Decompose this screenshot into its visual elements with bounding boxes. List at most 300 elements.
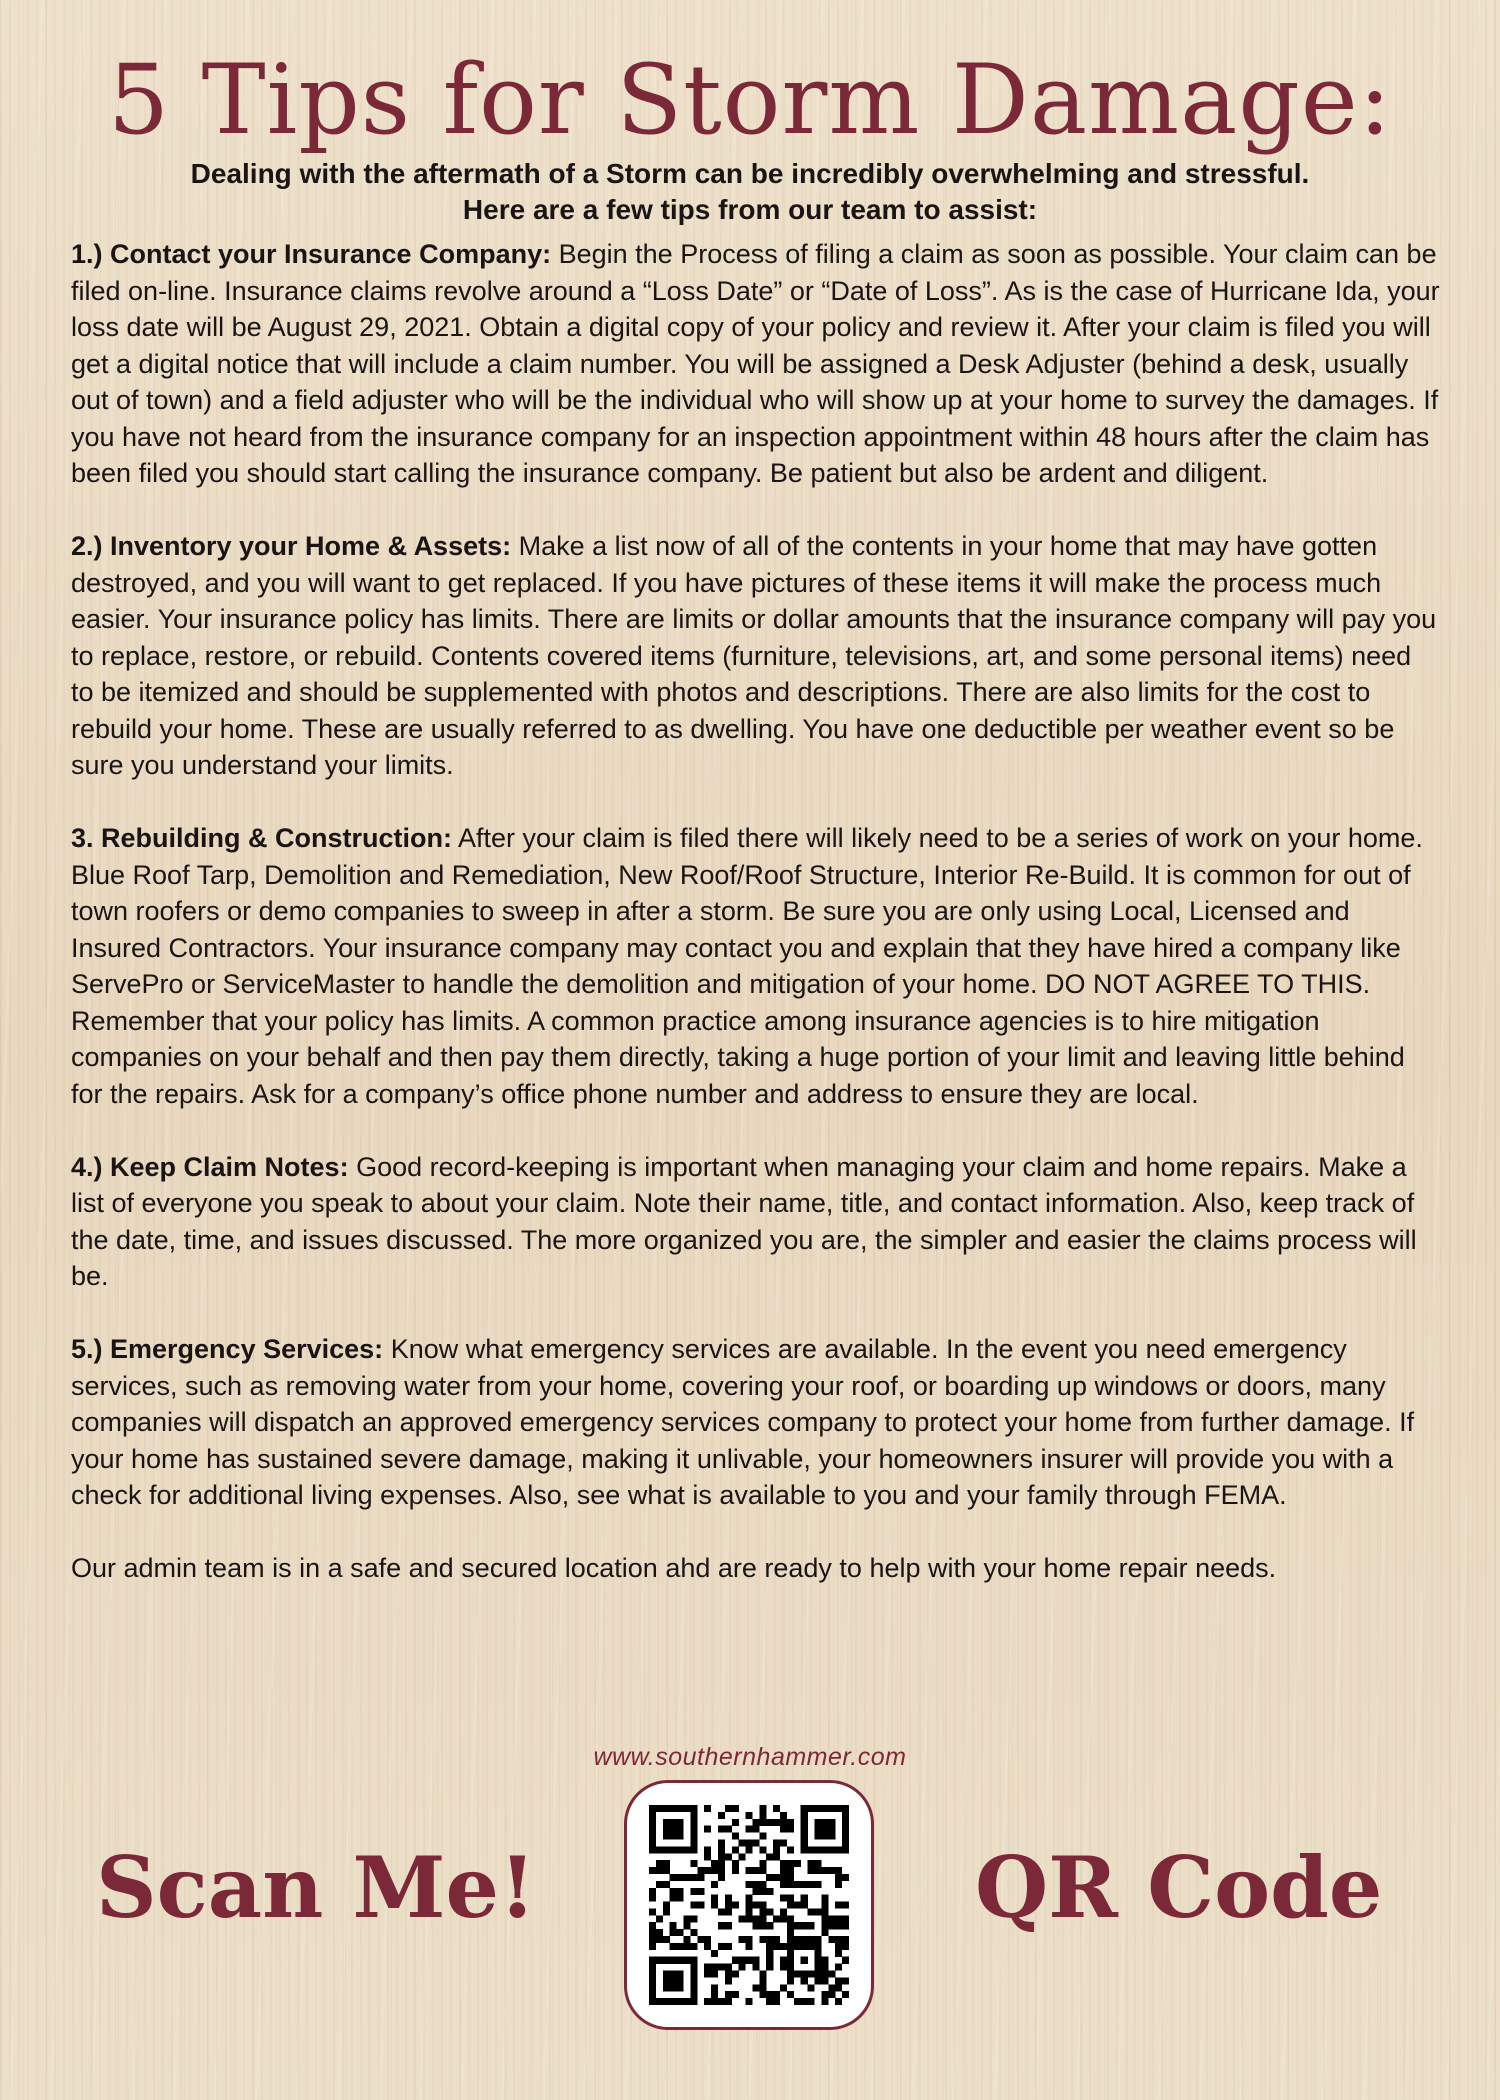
qr-module [690, 1839, 697, 1846]
qr-module [780, 1860, 787, 1867]
qr-module [759, 1902, 766, 1909]
qr-module [828, 1805, 835, 1812]
qr-module [842, 1977, 849, 1984]
qr-module [649, 1943, 656, 1950]
qr-module [815, 1819, 822, 1826]
qr-module [801, 1943, 808, 1950]
qr-module [835, 1805, 842, 1812]
tip-3-heading: 3. Rebuilding & Construction: [71, 823, 452, 853]
qr-module [704, 1964, 711, 1971]
qr-module [663, 1984, 670, 1991]
qr-module [704, 1867, 711, 1874]
qr-module [835, 1867, 842, 1874]
qr-module [690, 1977, 697, 1984]
qr-module [725, 1853, 732, 1860]
qr-module [649, 1812, 656, 1819]
qr-module [821, 1971, 828, 1978]
qr-module [835, 1881, 842, 1888]
qr-module [704, 1943, 711, 1950]
qr-module [649, 1936, 656, 1943]
qr-module [759, 1846, 766, 1853]
qr-code-label: QR Code [975, 1838, 1383, 1937]
qr-module [663, 1881, 670, 1888]
qr-module [663, 1819, 670, 1826]
qr-module [683, 1874, 690, 1881]
qr-module [746, 1902, 753, 1909]
qr-module [780, 1874, 787, 1881]
qr-module [821, 1957, 828, 1964]
qr-module [718, 1943, 725, 1950]
qr-module [794, 1936, 801, 1943]
qr-module [663, 1908, 670, 1915]
qr-module [759, 1867, 766, 1874]
qr-module [773, 1943, 780, 1950]
qr-module [780, 1881, 787, 1888]
qr-module [690, 1833, 697, 1840]
qr-module [821, 1998, 828, 2005]
qr-module [670, 1998, 677, 2005]
qr-module [663, 1826, 670, 1833]
qr-module [746, 1943, 753, 1950]
qr-module [794, 1881, 801, 1888]
qr-module [677, 1846, 684, 1853]
qr-module [794, 1860, 801, 1867]
qr-module [739, 1964, 746, 1971]
qr-module [752, 1964, 759, 1971]
qr-module [787, 1819, 794, 1826]
qr-module [690, 1888, 697, 1895]
qr-module [656, 1957, 663, 1964]
qr-module [842, 1991, 849, 1998]
qr-module [670, 1957, 677, 1964]
qr-module [835, 1915, 842, 1922]
qr-module [808, 1805, 815, 1812]
qr-module [718, 1839, 725, 1846]
qr-module [739, 1853, 746, 1860]
qr-module [759, 1881, 766, 1888]
subtitle-line-2: Here are a few tips from our team to assist: [462, 194, 1038, 225]
qr-module [649, 1971, 656, 1978]
qr-module [801, 1902, 808, 1909]
qr-module [718, 1860, 725, 1867]
qr-module [808, 1971, 815, 1978]
qr-module [704, 1846, 711, 1853]
qr-code[interactable] [624, 1780, 874, 2030]
qr-module [787, 1895, 794, 1902]
qr-module [663, 1971, 670, 1978]
qr-module [663, 1902, 670, 1909]
qr-module [835, 1902, 842, 1909]
qr-module [835, 1977, 842, 1984]
qr-module [746, 1936, 753, 1943]
qr-module [808, 1922, 815, 1929]
qr-module [842, 1915, 849, 1922]
qr-module [746, 1895, 753, 1902]
qr-module [690, 1929, 697, 1936]
qr-module [766, 1908, 773, 1915]
qr-module [787, 1915, 794, 1922]
tip-4-body: Good record-keeping is important when managing your claim and home repairs. Make a list of everyone you speak to about your claim. Note their name, title, and contact information. Also, keep track of the date, time, and issues discussed. The more organized you are, the simpler and easier the claims process will be. [71, 1151, 1417, 1291]
qr-module [773, 1853, 780, 1860]
qr-module [690, 1826, 697, 1833]
qr-module [759, 1888, 766, 1895]
qr-module [787, 1936, 794, 1943]
qr-module [801, 1936, 808, 1943]
qr-module [766, 1957, 773, 1964]
qr-module [663, 1833, 670, 1840]
qr-module [739, 1839, 746, 1846]
tip-3-body: After your claim is filed there will likely need to be a series of work on your home. Blue Roof Tarp, Demolition and Remediation, New Roof/Roof Structure, Interior Re-Build. It is common for out of town roofers or demo companies to sweep in after a storm. Be sure you are only using Local, Licensed and Insured Contractors. Your insurance company may contact you and explain that they have hired a company like ServePro or ServiceMaster to handle the demolition and mitigation of your home. DO NOT AGREE TO THIS. Remember that your policy has limits. A common practice among insurance agencies is to hire mitigation companies on your behalf and then pay them directly, taking a huge portion of your limit and leaving little behind for the repairs. Ask for a company’s office phone number and address to ensure they are local. [71, 823, 1423, 1109]
qr-module [821, 1991, 828, 1998]
qr-module [704, 1971, 711, 1978]
qr-module [677, 1984, 684, 1991]
qr-module [649, 1895, 656, 1902]
qr-module [656, 1915, 663, 1922]
qr-module [821, 1833, 828, 1840]
qr-module [670, 1895, 677, 1902]
qr-module [787, 1922, 794, 1929]
qr-module [711, 1895, 718, 1902]
qr-module [759, 1819, 766, 1826]
qr-module [711, 1881, 718, 1888]
qr-module [815, 1943, 822, 1950]
qr-module [739, 1957, 746, 1964]
qr-module [828, 1846, 835, 1853]
qr-module [842, 1922, 849, 1929]
tip-1 [71, 236, 1441, 492]
qr-module [732, 1860, 739, 1867]
qr-module [780, 1826, 787, 1833]
qr-module [835, 1943, 842, 1950]
qr-module [787, 1881, 794, 1888]
qr-module [683, 1957, 690, 1964]
qr-module [780, 1819, 787, 1826]
qr-module [746, 1998, 753, 2005]
qr-module [842, 1839, 849, 1846]
qr-module [718, 1867, 725, 1874]
qr-module [732, 1991, 739, 1998]
tip-5-body: Know what emergency services are available. In the event you need emergency services, such as removing water from your home, covering your roof, or boarding up windows or doors, many companies will dispatch an approved emergency services company to protect your home from further damage. If your home has sustained severe damage, making it unlivable, your homeowners insurer will provide you with a check for additional living expenses. Also, see what is available to you and your family through FEMA. [71, 1334, 1415, 1510]
qr-module [752, 1915, 759, 1922]
qr-module [732, 1971, 739, 1978]
qr-module [815, 1860, 822, 1867]
qr-module [821, 1846, 828, 1853]
qr-module [801, 1819, 808, 1826]
qr-module [821, 1915, 828, 1922]
qr-module [752, 1984, 759, 1991]
qr-module [759, 1922, 766, 1929]
qr-module [766, 1998, 773, 2005]
qr-module [766, 1874, 773, 1881]
qr-module [677, 1819, 684, 1826]
qr-module [670, 1943, 677, 1950]
qr-module [656, 1929, 663, 1936]
qr-module [780, 1943, 787, 1950]
qr-module [801, 1826, 808, 1833]
qr-module [690, 1812, 697, 1819]
qr-module [759, 1805, 766, 1812]
qr-module [663, 1936, 670, 1943]
qr-module [656, 1936, 663, 1943]
tip-5-heading: 5.) Emergency Services: [71, 1334, 384, 1364]
tip-3 [71, 820, 1441, 1112]
qr-module [746, 1957, 753, 1964]
qr-module [773, 1874, 780, 1881]
qr-module [759, 1991, 766, 1998]
qr-module [649, 1846, 656, 1853]
tips-list [71, 236, 1441, 1587]
qr-module [725, 1977, 732, 1984]
qr-module [739, 1936, 746, 1943]
qr-module [821, 1902, 828, 1909]
qr-module [746, 1908, 753, 1915]
qr-module [718, 1964, 725, 1971]
qr-module [828, 1922, 835, 1929]
qr-module [828, 1991, 835, 1998]
qr-module [773, 1819, 780, 1826]
qr-module [718, 1922, 725, 1929]
qr-module [649, 1984, 656, 1991]
qr-module [725, 1971, 732, 1978]
qr-module [808, 1881, 815, 1888]
qr-module [725, 1908, 732, 1915]
qr-module [842, 1833, 849, 1840]
qr-module [656, 1998, 663, 2005]
subtitle-line-1: Dealing with the aftermath of a Storm can be incredibly overwhelming and stressful. [190, 158, 1310, 189]
qr-module [842, 1874, 849, 1881]
qr-module [677, 1888, 684, 1895]
qr-module [690, 1902, 697, 1909]
qr-module [794, 1902, 801, 1909]
tip-2-body: Make a list now of all of the contents in your home that may have gotten destroyed, and you will want to get replaced. If you have pictures of these items it will make the process much easier. Your insurance policy has limits. There are limits or dollar amounts that the insurance company will pay you to replace, restore, or rebuild. Contents covered items (furniture, televisions, art, and some personal items) need to be itemized and should be supplemented with photos and descriptions. There are also limits for the cost to rebuild your home. These are usually referred to as dwelling. You have one deductible per weather event so be sure you understand your limits. [71, 531, 1437, 780]
qr-module [752, 1826, 759, 1833]
qr-module [732, 1867, 739, 1874]
qr-module [773, 1805, 780, 1812]
qr-module [670, 1984, 677, 1991]
qr-module [677, 1826, 684, 1833]
website-link[interactable]: www.southernhammer.com [593, 1743, 907, 1771]
qr-module [835, 1964, 842, 1971]
qr-module [787, 1874, 794, 1881]
qr-module [787, 1950, 794, 1957]
qr-module [649, 1888, 656, 1895]
qr-module [690, 1943, 697, 1950]
qr-module [808, 1846, 815, 1853]
qr-module [842, 1936, 849, 1943]
qr-module [821, 1964, 828, 1971]
tip-1-body: Begin the Process of filing a claim as soon as possible. Your claim can be filed on-line. Insurance claims revolve around a “Loss Date” or “Date of Loss”. As is the case of Hurricane Ida, your loss date will be August 29, 2021. Obtain a digital copy of your policy and review it. After your claim is filed you will get a digital notice that will include a claim number. You will be assigned a Desk Adjuster (behind a desk, usually out of town) and a field adjuster who will be the individual who will show up at your home to survey the damages. If you have not heard from the insurance company for an inspection appointment within 48 hours after the claim has been filed you should start calling the insurance company. Be patient but also be ardent and diligent. [71, 239, 1440, 488]
qr-module [704, 1936, 711, 1943]
qr-module [697, 1888, 704, 1895]
qr-module [677, 1874, 684, 1881]
qr-module [656, 1846, 663, 1853]
qr-module [683, 1998, 690, 2005]
qr-module [780, 1908, 787, 1915]
qr-module [801, 1998, 808, 2005]
qr-module [835, 1874, 842, 1881]
qr-module [649, 1991, 656, 1998]
qr-module [787, 1867, 794, 1874]
qr-module [697, 1874, 704, 1881]
qr-module [780, 1915, 787, 1922]
qr-module [828, 1936, 835, 1943]
qr-module [808, 1998, 815, 2005]
qr-module [808, 1867, 815, 1874]
qr-module [670, 1846, 677, 1853]
qr-module [690, 1915, 697, 1922]
qr-module [711, 1860, 718, 1867]
qr-module [828, 1826, 835, 1833]
qr-module [815, 1908, 822, 1915]
qr-module [649, 1819, 656, 1826]
qr-module [690, 1819, 697, 1826]
qr-module [663, 1860, 670, 1867]
qr-module [759, 1833, 766, 1840]
qr-module [835, 1846, 842, 1853]
qr-module [677, 1971, 684, 1978]
qr-module [787, 1826, 794, 1833]
qr-module [732, 1805, 739, 1812]
qr-module [787, 1991, 794, 1998]
qr-module [718, 1998, 725, 2005]
qr-module [746, 1881, 753, 1888]
qr-module [808, 1984, 815, 1991]
qr-module [815, 1805, 822, 1812]
qr-module [663, 1805, 670, 1812]
qr-module [690, 1874, 697, 1881]
qr-module [683, 1922, 690, 1929]
qr-module [815, 1977, 822, 1984]
qr-module [801, 1846, 808, 1853]
qr-module [663, 1846, 670, 1853]
qr-module [780, 1957, 787, 1964]
qr-module [690, 1957, 697, 1964]
qr-module [711, 1950, 718, 1957]
qr-module [842, 1943, 849, 1950]
qr-module [725, 1964, 732, 1971]
qr-module [649, 1964, 656, 1971]
qr-module [828, 1833, 835, 1840]
qr-module [815, 1936, 822, 1943]
qr-module [725, 1998, 732, 2005]
qr-module [815, 1846, 822, 1853]
qr-module [801, 1805, 808, 1812]
qr-module [801, 1957, 808, 1964]
qr-module [759, 1971, 766, 1978]
qr-module [828, 1819, 835, 1826]
qr-module [718, 1908, 725, 1915]
qr-module [649, 1826, 656, 1833]
tip-4-heading: 4.) Keep Claim Notes: [71, 1151, 349, 1182]
qr-module [835, 1950, 842, 1957]
qr-module [787, 1902, 794, 1909]
qr-module [725, 1895, 732, 1902]
qr-module [663, 1957, 670, 1964]
qr-module [835, 1984, 842, 1991]
qr-module [649, 1929, 656, 1936]
qr-module [801, 1833, 808, 1840]
qr-module [780, 1867, 787, 1874]
qr-module [670, 1819, 677, 1826]
qr-module [780, 1895, 787, 1902]
qr-module [732, 1957, 739, 1964]
qr-module [725, 1805, 732, 1812]
qr-module [766, 1936, 773, 1943]
qr-module [656, 1867, 663, 1874]
qr-module [759, 1977, 766, 1984]
qr-module [821, 1895, 828, 1902]
qr-module [718, 1826, 725, 1833]
qr-module [759, 1936, 766, 1943]
qr-module [649, 1998, 656, 2005]
qr-module [787, 1943, 794, 1950]
qr-module [683, 1943, 690, 1950]
qr-module [725, 1902, 732, 1909]
qr-module [801, 1977, 808, 1984]
qr-module [828, 1867, 835, 1874]
qr-module [787, 1846, 794, 1853]
qr-module [746, 1826, 753, 1833]
qr-module [801, 1812, 808, 1819]
qr-module [752, 1888, 759, 1895]
qr-module [649, 1908, 656, 1915]
qr-module [759, 1915, 766, 1922]
qr-module [808, 1908, 815, 1915]
qr-module [670, 1922, 677, 1929]
qr-module [677, 1833, 684, 1840]
qr-module [732, 1819, 739, 1826]
qr-module [711, 1867, 718, 1874]
qr-module [746, 1839, 753, 1846]
qr-module [725, 1922, 732, 1929]
qr-module [821, 1929, 828, 1936]
qr-module [746, 1915, 753, 1922]
qr-module [677, 1957, 684, 1964]
tip-2-heading: 2.) Inventory your Home & Assets: [71, 531, 512, 561]
qr-module [725, 1943, 732, 1950]
tip-5 [71, 1331, 1441, 1514]
qr-module [739, 1915, 746, 1922]
qr-module [718, 1853, 725, 1860]
qr-module [787, 1929, 794, 1936]
qr-module [766, 1853, 773, 1860]
qr-module [704, 1998, 711, 2005]
qr-module [690, 1846, 697, 1853]
qr-module [828, 1971, 835, 1978]
qr-module [821, 1977, 828, 1984]
qr-module [670, 1977, 677, 1984]
qr-module [766, 1950, 773, 1957]
qr-module [815, 1950, 822, 1957]
qr-module [794, 1922, 801, 1929]
qr-module [835, 1998, 842, 2005]
qr-module [677, 1943, 684, 1950]
qr-module [842, 1819, 849, 1826]
qr-module [759, 1908, 766, 1915]
qr-module [690, 1984, 697, 1991]
closing-text: Our admin team is in a safe and secured location ahd are ready to help with your home repair needs. [71, 1553, 1277, 1583]
qr-module [773, 1915, 780, 1922]
qr-module [656, 1860, 663, 1867]
qr-module [711, 1998, 718, 2005]
qr-module [752, 1819, 759, 1826]
qr-module [815, 1867, 822, 1874]
qr-module [835, 1936, 842, 1943]
qr-module [821, 1908, 828, 1915]
qr-module [649, 1977, 656, 1984]
qr-module [677, 1895, 684, 1902]
qr-module [690, 1998, 697, 2005]
